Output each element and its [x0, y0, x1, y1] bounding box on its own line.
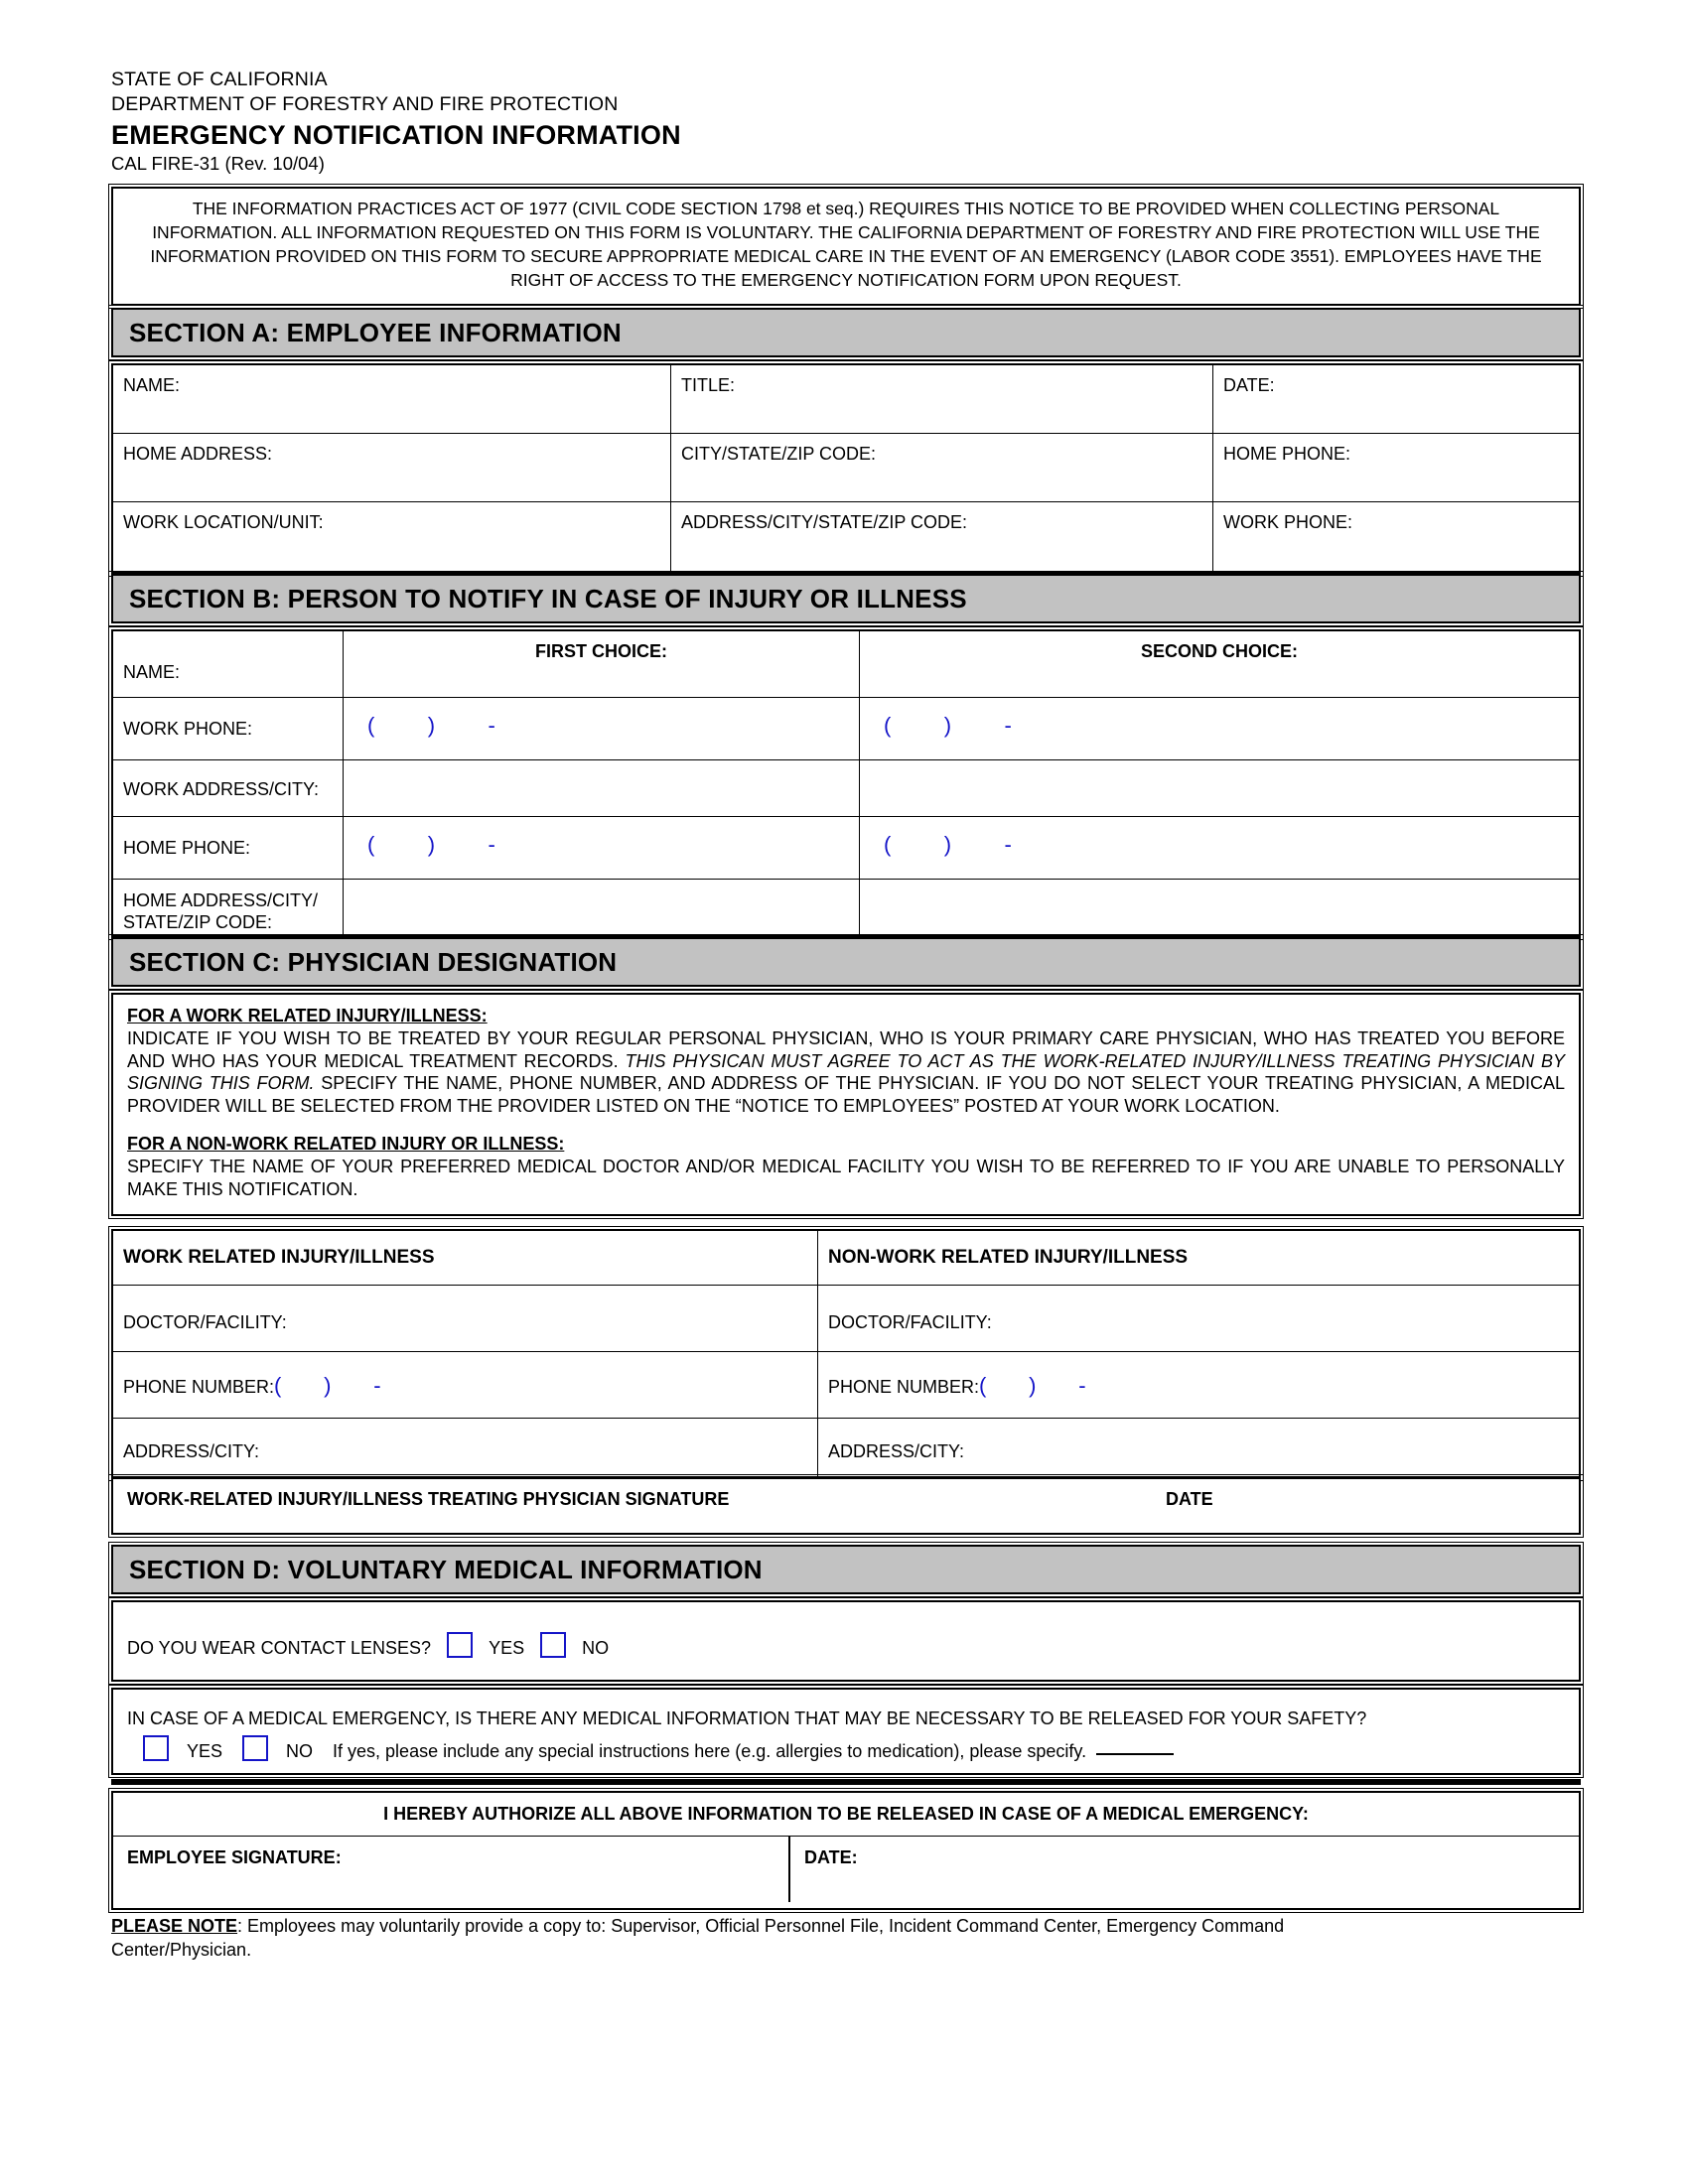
- authorization-statement: I HEREBY AUTHORIZE ALL ABOVE INFORMATION TO BE RELEASED IN CASE OF A MEDICAL EMERGENCY:: [113, 1793, 1579, 1837]
- column-header-work-related: WORK RELATED INJURY/ILLNESS: [113, 1231, 818, 1285]
- table-row: [113, 502, 1579, 572]
- field-notify-name-label: NAME:: [113, 631, 344, 697]
- field-notify-home-phone-label: HOME PHONE:: [113, 817, 344, 879]
- field-notify-work-phone-label: WORK PHONE:: [113, 698, 344, 759]
- employee-signature-date-field[interactable]: DATE:: [804, 1847, 858, 1867]
- physician-signature-label: WORK-RELATED INJURY/ILLNESS TREATING PHYSICIAN SIGNATURE: [127, 1489, 730, 1509]
- contact-lenses-question: DO YOU WEAR CONTACT LENSES?: [127, 1638, 432, 1658]
- table-row: [113, 760, 1579, 817]
- emergency-medical-info-box: [111, 1688, 1581, 1775]
- input-second-work-address[interactable]: [860, 760, 1579, 816]
- work-related-body: INDICATE IF YOU WISH TO BE TREATED BY YOUR REGULAR PERSONAL PHYSICIAN, WHO IS YOUR PRIMARY CARE PHYSICIAN, WHO HAS TREATED YOU BEFORE AND WHO HAS YOUR MEDICAL TREATMENT RECORDS. THIS PHYSICAN MUST AGREE TO ACT AS THE WORK-RELATED INJURY/ILLNESS TREATING PHYSICIAN BY SIGNING THIS FORM. SPECIFY THE NAME, PHONE NUMBER, AND ADDRESS OF THE PHYSICIAN. IF YOU DO NOT SELECT YOUR TREATING PHYSICIAN, A MEDICAL PROVIDER WILL BE SELECTED FROM THE PROVIDER LISTED ON THE “NOTICE TO EMPLOYEES” POSTED AT YOUR WORK LOCATION.: [127, 1028, 1565, 1116]
- section-a-header: [111, 308, 1581, 357]
- emergency-yes-label: YES: [187, 1741, 223, 1761]
- table-row: [113, 1286, 1579, 1352]
- emergency-medical-info-row: [113, 1690, 1579, 1766]
- section-d-header: [111, 1545, 1581, 1594]
- section-c-title: SECTION C: PHYSICIAN DESIGNATION: [129, 946, 618, 977]
- please-note-body: : Employees may voluntarily provide a copy to: Supervisor, Official Personnel File, Incident Command Center, Emergency Command Center/Physician.: [111, 1916, 1285, 1960]
- column-header-nonwork-related: NON-WORK RELATED INJURY/ILLNESS: [828, 1247, 1189, 1268]
- input-second-work-phone[interactable]: ( ) -: [884, 713, 1013, 738]
- physician-signature-row[interactable]: [111, 1477, 1581, 1535]
- table-row: [113, 1419, 1579, 1476]
- masthead: [111, 68, 1581, 176]
- work-related-heading: FOR A WORK RELATED INJURY/ILLNESS:: [127, 1006, 488, 1025]
- field-name[interactable]: NAME:: [113, 365, 671, 433]
- section-b-table: [111, 629, 1581, 937]
- contact-lenses-no-checkbox[interactable]: [540, 1632, 566, 1658]
- field-date[interactable]: DATE:: [1223, 375, 1275, 395]
- table-row: [113, 631, 1579, 698]
- input-first-home-address[interactable]: [344, 880, 860, 935]
- field-nonwork-address-city[interactable]: ADDRESS/CITY:: [828, 1441, 965, 1461]
- please-note-label: PLEASE NOTE: [111, 1916, 238, 1936]
- section-b-header: [111, 574, 1581, 623]
- physician-signature-date-label: DATE: [1166, 1489, 1213, 1509]
- field-notify-work-address-label: WORK ADDRESS/CITY:: [113, 760, 344, 816]
- section-c-header: [111, 937, 1581, 987]
- agency-department: DEPARTMENT OF FORESTRY AND FIRE PROTECTION: [111, 93, 619, 115]
- employee-signature-field[interactable]: EMPLOYEE SIGNATURE:: [113, 1837, 790, 1902]
- emergency-no-label: NO: [286, 1741, 314, 1761]
- table-row: [113, 365, 1579, 434]
- field-city-state-zip[interactable]: CITY/STATE/ZIP CODE:: [671, 434, 1213, 501]
- page-title: EMERGENCY NOTIFICATION INFORMATION: [111, 120, 681, 150]
- privacy-notice-box: [111, 187, 1581, 306]
- emergency-medical-answer-row: [127, 1735, 1579, 1766]
- contact-lenses-yes-label: YES: [489, 1638, 525, 1658]
- section-c-instructions: [111, 993, 1581, 1216]
- contact-lenses-row: [113, 1602, 1579, 1659]
- table-row: [113, 1231, 1579, 1286]
- field-notify-home-address-label: HOME ADDRESS/CITY/ STATE/ZIP CODE:: [113, 880, 344, 935]
- contact-lenses-yes-checkbox[interactable]: [447, 1632, 473, 1658]
- table-row: [113, 880, 1579, 935]
- field-work-address-city[interactable]: ADDRESS/CITY:: [113, 1419, 818, 1476]
- emergency-instructions-text: If yes, please include any special instructions here (e.g. allergies to medication), please specify.: [333, 1741, 1087, 1761]
- field-work-location-unit[interactable]: WORK LOCATION/UNIT:: [113, 502, 671, 572]
- field-work-phone[interactable]: WORK PHONE:: [1223, 512, 1353, 532]
- authorization-box: [111, 1791, 1581, 1910]
- privacy-notice-text: THE INFORMATION PRACTICES ACT OF 1977 (CIVIL CODE SECTION 1798 et seq.) REQUIRES THIS NOTICE TO BE PROVIDED WHEN COLLECTING PERSONAL INFORMATION. ALL INFORMATION REQUESTED ON THIS FORM IS VOLUNTARY. THE CALIFORNIA DEPARTMENT OF FORESTRY AND FIRE PROTECTION WILL USE THE INFORMATION PROVIDED ON THIS FORM TO SECURE APPROPRIATE MEDICAL CARE IN THE EVENT OF AN EMERGENCY (LABOR CODE 3551). EMPLOYEES HAVE THE RIGHT OF ACCESS TO THE EMERGENCY NOTIFICATION FORM UPON REQUEST.: [150, 199, 1542, 290]
- input-first-work-address[interactable]: [344, 760, 860, 816]
- emergency-specify-input[interactable]: [1096, 1753, 1174, 1755]
- contact-lenses-no-label: NO: [582, 1638, 610, 1658]
- field-title[interactable]: TITLE:: [671, 365, 1213, 433]
- column-header-first-choice[interactable]: FIRST CHOICE:: [344, 631, 860, 697]
- field-work-doctor-facility[interactable]: DOCTOR/FACILITY:: [113, 1286, 818, 1351]
- table-row: [113, 434, 1579, 502]
- column-header-second-choice[interactable]: SECOND CHOICE:: [1140, 641, 1298, 661]
- emergency-no-checkbox[interactable]: [242, 1735, 268, 1761]
- emergency-medical-question: IN CASE OF A MEDICAL EMERGENCY, IS THERE ANY MEDICAL INFORMATION THAT MAY BE NECESSARY TO BE RELEASED FOR YOUR SAFETY?: [127, 1708, 1367, 1728]
- input-second-home-phone[interactable]: ( ) -: [884, 832, 1013, 857]
- emergency-yes-checkbox[interactable]: [143, 1735, 169, 1761]
- footer-note: [111, 1914, 1402, 1962]
- field-work-phone-number[interactable]: PHONE NUMBER:( ) -: [113, 1352, 818, 1418]
- field-home-address[interactable]: HOME ADDRESS:: [113, 434, 671, 501]
- section-d-title: SECTION D: VOLUNTARY MEDICAL INFORMATION: [129, 1554, 763, 1584]
- field-work-address[interactable]: ADDRESS/CITY/STATE/ZIP CODE:: [671, 502, 1213, 572]
- section-a-table: [111, 363, 1581, 574]
- input-second-home-address[interactable]: [860, 880, 1579, 935]
- field-nonwork-doctor-facility[interactable]: DOCTOR/FACILITY:: [828, 1312, 992, 1332]
- contact-lenses-box: [111, 1600, 1581, 1682]
- form-revision: CAL FIRE-31 (Rev. 10/04): [111, 153, 325, 174]
- section-b-title: SECTION B: PERSON TO NOTIFY IN CASE OF INJURY OR ILLNESS: [129, 583, 967, 614]
- input-first-work-phone[interactable]: ( ) -: [344, 698, 860, 759]
- nonwork-related-body: SPECIFY THE NAME OF YOUR PREFERRED MEDICAL DOCTOR AND/OR MEDICAL FACILITY YOU WISH TO BE REFERRED TO IF YOU ARE UNABLE TO PERSONALLY MAKE THIS NOTIFICATION.: [127, 1157, 1565, 1199]
- nonwork-related-heading: FOR A NON-WORK RELATED INJURY OR ILLNESS:: [127, 1134, 565, 1154]
- table-row: [113, 1352, 1579, 1419]
- table-row: [113, 817, 1579, 880]
- agency-state: STATE OF CALIFORNIA: [111, 68, 328, 90]
- authorization-divider: [111, 1779, 1581, 1785]
- field-home-phone[interactable]: HOME PHONE:: [1223, 444, 1351, 464]
- section-a-title: SECTION A: EMPLOYEE INFORMATION: [129, 317, 622, 347]
- input-first-home-phone[interactable]: ( ) -: [344, 817, 860, 879]
- table-row: [113, 698, 1579, 760]
- field-nonwork-phone-number[interactable]: PHONE NUMBER:( ) -: [828, 1373, 1086, 1398]
- section-c-table: [111, 1229, 1581, 1478]
